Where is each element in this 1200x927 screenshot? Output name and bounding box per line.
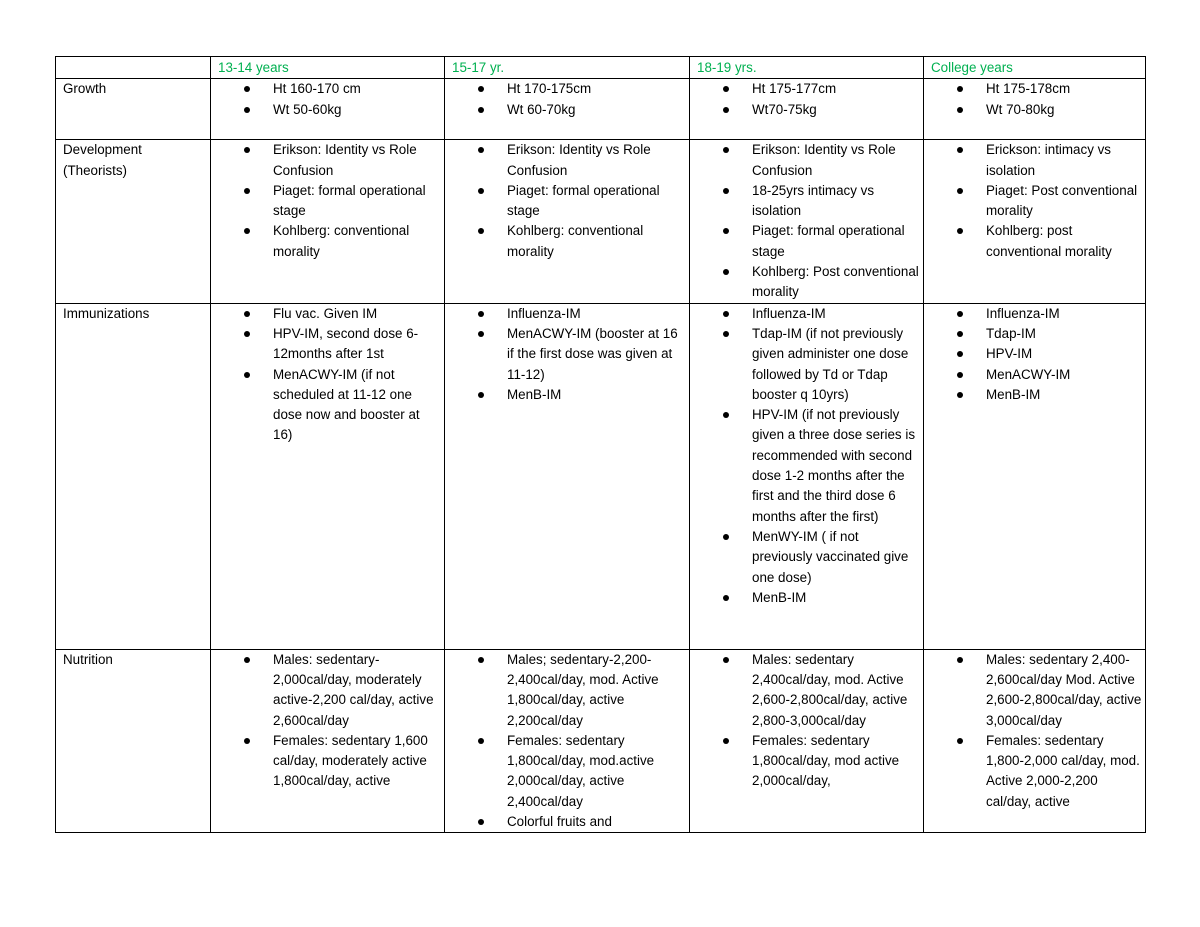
bullet-list — [697, 650, 920, 792]
bullet-list — [452, 140, 686, 262]
bullet-list — [218, 650, 441, 792]
bullet-list — [931, 304, 1142, 405]
immunizations-cell-college — [924, 303, 1146, 649]
bullet-list — [218, 79, 441, 120]
list-item: Females: sedentary 1,600 cal/day, moderately active 1,800cal/day, active — [218, 731, 441, 792]
list-item: MenB-IM — [452, 385, 686, 405]
bullet-list — [697, 304, 920, 608]
bullet-list — [931, 650, 1142, 812]
development-cell-college — [924, 140, 1146, 303]
row-label-growth: Growth — [56, 79, 211, 140]
column-header-13-14: 13-14 years — [211, 57, 445, 79]
nutrition-cell-15-17 — [445, 649, 690, 833]
list-item: MenB-IM — [697, 588, 920, 608]
nutrition-row — [56, 649, 1146, 833]
list-item: Kohlberg: conventional morality — [452, 221, 686, 262]
immunizations-cell-15-17 — [445, 303, 690, 649]
list-item: Piaget: formal operational stage — [697, 221, 920, 262]
list-item: HPV-IM — [931, 344, 1142, 364]
list-item: Wt 60-70kg — [452, 100, 686, 120]
bullet-list — [697, 79, 920, 120]
list-item: Tdap-IM — [931, 324, 1142, 344]
row-label-immunizations: Immunizations — [56, 303, 211, 649]
list-item: Kohlberg: Post conventional morality — [697, 262, 920, 303]
list-item: Erikson: Identity vs Role Confusion — [218, 140, 441, 181]
list-item: Females: sedentary 1,800-2,000 cal/day, mod. Active 2,000-2,200 cal/day, active — [931, 731, 1142, 812]
immunizations-row — [56, 303, 1146, 649]
column-header-15-17: 15-17 yr. — [445, 57, 690, 79]
row-label-development: Development (Theorists) — [56, 140, 211, 303]
list-item: 18-25yrs intimacy vs isolation — [697, 181, 920, 222]
row-label-nutrition: Nutrition — [56, 649, 211, 833]
growth-cell-18-19 — [690, 79, 924, 140]
list-item: Wt70-75kg — [697, 100, 920, 120]
list-item: Erikson: Identity vs Role Confusion — [697, 140, 920, 181]
bullet-list — [452, 304, 686, 405]
growth-cell-college — [924, 79, 1146, 140]
nutrition-cell-13-14 — [211, 649, 445, 833]
column-header-college: College years — [924, 57, 1146, 79]
list-item: Influenza-IM — [931, 304, 1142, 324]
list-item: MenWY-IM ( if not previously vaccinated give one dose) — [697, 527, 920, 588]
list-item: MenACWY-IM — [931, 365, 1142, 385]
list-item: Ht 175-178cm — [931, 79, 1142, 99]
bullet-list — [452, 650, 686, 833]
nutrition-cell-college — [924, 649, 1146, 833]
list-item: Piaget: formal operational stage — [452, 181, 686, 222]
immunizations-cell-13-14 — [211, 303, 445, 649]
list-item: Ht 170-175cm — [452, 79, 686, 99]
growth-cell-13-14 — [211, 79, 445, 140]
list-item: Influenza-IM — [697, 304, 920, 324]
list-item: Piaget: formal operational stage — [218, 181, 441, 222]
development-table — [55, 56, 1146, 833]
growth-row — [56, 79, 1146, 140]
list-item: Kohlberg: post conventional morality — [931, 221, 1142, 262]
list-item: Females: sedentary 1,800cal/day, mod.active 2,000cal/day, active 2,400cal/day — [452, 731, 686, 812]
bullet-list — [931, 140, 1142, 262]
list-item: Males; sedentary-2,200-2,400cal/day, mod. Active 1,800cal/day, active 2,200cal/day — [452, 650, 686, 731]
nutrition-cell-18-19 — [690, 649, 924, 833]
bullet-list — [218, 140, 441, 262]
list-item: MenB-IM — [931, 385, 1142, 405]
header-row — [56, 57, 1146, 79]
list-item: Erikson: Identity vs Role Confusion — [452, 140, 686, 181]
immunizations-cell-18-19 — [690, 303, 924, 649]
bullet-list — [931, 79, 1142, 120]
list-item: MenACWY-IM (booster at 16 if the first dose was given at 11-12) — [452, 324, 686, 385]
column-header-18-19: 18-19 yrs. — [690, 57, 924, 79]
list-item: Males: sedentary 2,400cal/day, mod. Active 2,600-2,800cal/day, active 2,800-3,000cal/day — [697, 650, 920, 731]
list-item: Piaget: Post conventional morality — [931, 181, 1142, 222]
list-item: Erickson: intimacy vs isolation — [931, 140, 1142, 181]
list-item: Wt 50-60kg — [218, 100, 441, 120]
list-item: Flu vac. Given IM — [218, 304, 441, 324]
list-item: MenACWY-IM (if not scheduled at 11-12 one dose now and booster at 16) — [218, 365, 441, 446]
development-row — [56, 140, 1146, 303]
list-item: HPV-IM, second dose 6-12months after 1st — [218, 324, 441, 365]
list-item: HPV-IM (if not previously given a three dose series is recommended with second dose 1-2 months after the first and the third dose 6 months after the first) — [697, 405, 920, 527]
development-cell-13-14 — [211, 140, 445, 303]
growth-cell-15-17 — [445, 79, 690, 140]
list-item: Kohlberg: conventional morality — [218, 221, 441, 262]
list-item: Wt 70-80kg — [931, 100, 1142, 120]
list-item: Females: sedentary 1,800cal/day, mod active 2,000cal/day, — [697, 731, 920, 792]
list-item: Males: sedentary-2,000cal/day, moderately active-2,200 cal/day, active 2,600cal/day — [218, 650, 441, 731]
bullet-list — [697, 140, 920, 302]
list-item: Males: sedentary 2,400-2,600cal/day Mod. Active 2,600-2,800cal/day, active 3,000cal/day — [931, 650, 1142, 731]
corner-cell — [56, 57, 211, 79]
bullet-list — [218, 304, 441, 446]
development-cell-18-19 — [690, 140, 924, 303]
list-item: Colorful fruits and — [452, 812, 686, 832]
development-cell-15-17 — [445, 140, 690, 303]
list-item: Tdap-IM (if not previously given administer one dose followed by Td or Tdap booster q 10yrs) — [697, 324, 920, 405]
list-item: Ht 160-170 cm — [218, 79, 441, 99]
bullet-list — [452, 79, 686, 120]
list-item: Ht 175-177cm — [697, 79, 920, 99]
list-item: Influenza-IM — [452, 304, 686, 324]
